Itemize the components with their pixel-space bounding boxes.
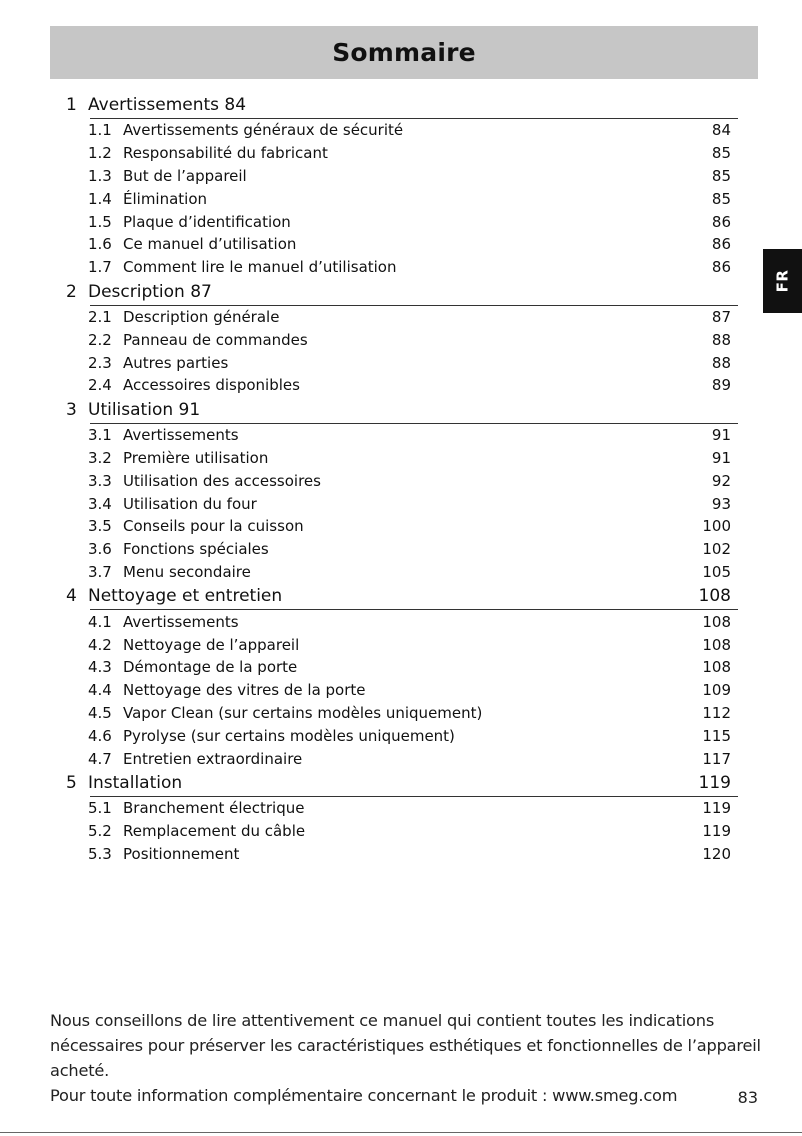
- page-title: Sommaire: [332, 38, 476, 67]
- entry-title: But de l’appareil: [123, 166, 247, 185]
- toc-entry[interactable]: [88, 538, 738, 561]
- entry-title: Avertissements: [123, 612, 239, 631]
- toc-entry[interactable]: [88, 374, 738, 397]
- toc-section-heading[interactable]: [66, 92, 738, 115]
- section-title: Avertissements 84: [88, 95, 247, 115]
- toc-entry[interactable]: [88, 797, 738, 820]
- footer-line: Nous conseillons de lire attentivement ce manuel qui contient toutes les indications: [50, 1011, 715, 1030]
- toc-entries: [88, 424, 738, 584]
- entry-number: 3.2: [88, 448, 112, 467]
- entry-number: 5.1: [88, 799, 112, 818]
- entry-title: Panneau de commandes: [123, 330, 308, 349]
- entry-page: 87: [711, 307, 731, 326]
- entry-number: 4.3: [88, 658, 112, 677]
- toc-entry[interactable]: [88, 256, 738, 279]
- toc-entry[interactable]: [88, 633, 738, 656]
- entry-title: Élimination: [123, 189, 208, 208]
- entry-title: Remplacement du câble: [123, 822, 306, 841]
- entry-title: Vapor Clean (sur certains modèles uniquement): [123, 703, 483, 722]
- entry-number: 4.4: [88, 681, 112, 700]
- entry-page: 84: [711, 121, 731, 140]
- toc-entry[interactable]: [88, 656, 738, 679]
- toc-section-heading[interactable]: [66, 397, 738, 420]
- entry-title: Branchement électrique: [123, 799, 305, 818]
- entry-page: 115: [702, 726, 731, 745]
- entry-page: 100: [702, 517, 731, 536]
- entry-number: 2.4: [88, 376, 112, 395]
- toc-section-heading[interactable]: [66, 770, 738, 793]
- entry-number: 1.4: [88, 189, 112, 208]
- language-tab: [763, 249, 802, 313]
- section-title: Utilisation 91: [88, 399, 201, 420]
- toc-entry[interactable]: [88, 306, 738, 329]
- entry-page: 86: [711, 235, 731, 254]
- section-title: Nettoyage et entretien: [88, 586, 283, 607]
- section-number: 4: [66, 586, 77, 607]
- entry-title: Description générale: [123, 307, 280, 326]
- toc-entry[interactable]: [88, 820, 738, 843]
- entry-title: Plaque d’identification: [123, 212, 291, 231]
- entry-page: 108: [702, 635, 731, 654]
- toc-entry[interactable]: [88, 469, 738, 492]
- entry-page: 89: [711, 376, 731, 395]
- entry-page: 108: [702, 658, 731, 677]
- entry-page: 91: [711, 426, 731, 445]
- entry-number: 4.2: [88, 635, 112, 654]
- entry-title: Menu secondaire: [123, 562, 251, 581]
- entry-number: 1.1: [88, 121, 112, 140]
- entry-page: 86: [711, 212, 731, 231]
- section-page: 108: [698, 586, 731, 607]
- entry-title: Comment lire le manuel d’utilisation: [123, 258, 397, 277]
- entry-title: Avertissements généraux de sécurité: [123, 121, 404, 140]
- table-of-contents: [66, 92, 738, 865]
- toc-entry[interactable]: [88, 424, 738, 447]
- toc-entry[interactable]: [88, 447, 738, 470]
- entry-page: 85: [711, 144, 731, 163]
- entry-title: Utilisation du four: [123, 494, 257, 513]
- entry-number: 1.2: [88, 144, 112, 163]
- entry-page: 85: [711, 189, 731, 208]
- entry-number: 3.5: [88, 517, 112, 536]
- entry-number: 2.1: [88, 307, 112, 326]
- section-number: 5: [66, 772, 77, 793]
- entry-number: 1.7: [88, 258, 112, 277]
- toc-entry[interactable]: [88, 515, 738, 538]
- entry-number: 3.6: [88, 540, 112, 559]
- toc-section: [66, 397, 738, 584]
- bottom-rule: [0, 1132, 802, 1133]
- entry-number: 3.7: [88, 562, 112, 581]
- entry-title: Nettoyage de l’appareil: [123, 635, 300, 654]
- toc-section-heading[interactable]: [66, 279, 738, 302]
- toc-entry[interactable]: [88, 165, 738, 188]
- entry-number: 2.2: [88, 330, 112, 349]
- toc-entry[interactable]: [88, 210, 738, 233]
- entry-title: Utilisation des accessoires: [123, 471, 321, 490]
- toc-entries: [88, 306, 738, 397]
- entry-title: Ce manuel d’utilisation: [123, 235, 297, 254]
- toc-section: [66, 583, 738, 770]
- entry-title: Pyrolyse (sur certains modèles uniquement): [123, 726, 455, 745]
- entry-title: Avertissements: [123, 426, 239, 445]
- entry-title: Conseils pour la cuisson: [123, 517, 304, 536]
- entry-page: 112: [702, 703, 731, 722]
- entry-page: 85: [711, 166, 731, 185]
- entry-title: Responsabilité du fabricant: [123, 144, 328, 163]
- toc-entries: [88, 610, 738, 770]
- toc-entry[interactable]: [88, 492, 738, 515]
- entry-page: 117: [702, 749, 731, 768]
- toc-entry[interactable]: [88, 142, 738, 165]
- toc-entries: [88, 119, 738, 279]
- entry-title: Démontage de la porte: [123, 658, 298, 677]
- entry-number: 5.2: [88, 822, 112, 841]
- entry-page: 102: [702, 540, 731, 559]
- section-number: 1: [66, 95, 77, 115]
- entry-page: 120: [702, 844, 731, 863]
- entry-number: 4.5: [88, 703, 112, 722]
- entry-number: 5.3: [88, 844, 112, 863]
- toc-entry[interactable]: [88, 679, 738, 702]
- toc-entry[interactable]: [88, 561, 738, 584]
- toc-entry[interactable]: [88, 747, 738, 770]
- section-title: Description 87: [88, 281, 212, 302]
- toc-entry[interactable]: [88, 119, 738, 142]
- page-number: 83: [737, 1088, 758, 1107]
- toc-entry[interactable]: [88, 702, 738, 725]
- entry-number: 1.6: [88, 235, 112, 254]
- entry-number: 3.4: [88, 494, 112, 513]
- entry-title: Nettoyage des vitres de la porte: [123, 681, 366, 700]
- entry-number: 1.3: [88, 166, 112, 185]
- entry-page: 92: [711, 471, 731, 490]
- toc-entry[interactable]: [88, 187, 738, 210]
- entry-page: 109: [702, 681, 731, 700]
- section-number: 3: [66, 399, 77, 420]
- entry-number: 3.3: [88, 471, 112, 490]
- entry-page: 88: [711, 330, 731, 349]
- toc-entry[interactable]: [88, 233, 738, 256]
- entry-title: Accessoires disponibles: [123, 376, 300, 395]
- entry-page: 88: [711, 353, 731, 372]
- entry-page: 108: [702, 612, 731, 631]
- toc-entry[interactable]: [88, 328, 738, 351]
- toc-section: [66, 279, 738, 397]
- entry-number: 3.1: [88, 426, 112, 445]
- entry-page: 91: [711, 448, 731, 467]
- toc-entry[interactable]: [88, 351, 738, 374]
- entry-title: Première utilisation: [123, 448, 269, 467]
- entry-title: Entretien extraordinaire: [123, 749, 303, 768]
- toc-section: [66, 92, 738, 279]
- entry-number: 4.6: [88, 726, 112, 745]
- section-title: Installation: [88, 772, 183, 793]
- footer-line: nécessaires pour préserver les caractéristiques esthétiques et fonctionnelles de l’appareil acheté.: [50, 1036, 761, 1080]
- entry-number: 2.3: [88, 353, 112, 372]
- entry-page: 105: [702, 562, 731, 581]
- entry-number: 4.1: [88, 612, 112, 631]
- toc-entry[interactable]: [88, 724, 738, 747]
- entry-page: 86: [711, 258, 731, 277]
- header-band: [50, 26, 758, 79]
- entry-title: Fonctions spéciales: [123, 540, 269, 559]
- toc-section-heading[interactable]: [66, 583, 738, 606]
- toc-entry[interactable]: [88, 843, 738, 866]
- entry-title: Autres parties: [123, 353, 229, 372]
- footer-line: Pour toute information complémentaire concernant le produit : www.smeg.com: [50, 1086, 678, 1105]
- section-number: 2: [66, 281, 77, 302]
- footer-note: [50, 1008, 770, 1108]
- language-tab-label: FR: [773, 269, 792, 293]
- entry-number: 1.5: [88, 212, 112, 231]
- entry-title: Positionnement: [123, 844, 240, 863]
- toc-entries: [88, 797, 738, 865]
- entry-page: 93: [711, 494, 731, 513]
- toc-section: [66, 770, 738, 865]
- section-page: 119: [698, 772, 731, 793]
- toc-entry[interactable]: [88, 610, 738, 633]
- entry-page: 119: [702, 822, 731, 841]
- entry-number: 4.7: [88, 749, 112, 768]
- entry-page: 119: [702, 799, 731, 818]
